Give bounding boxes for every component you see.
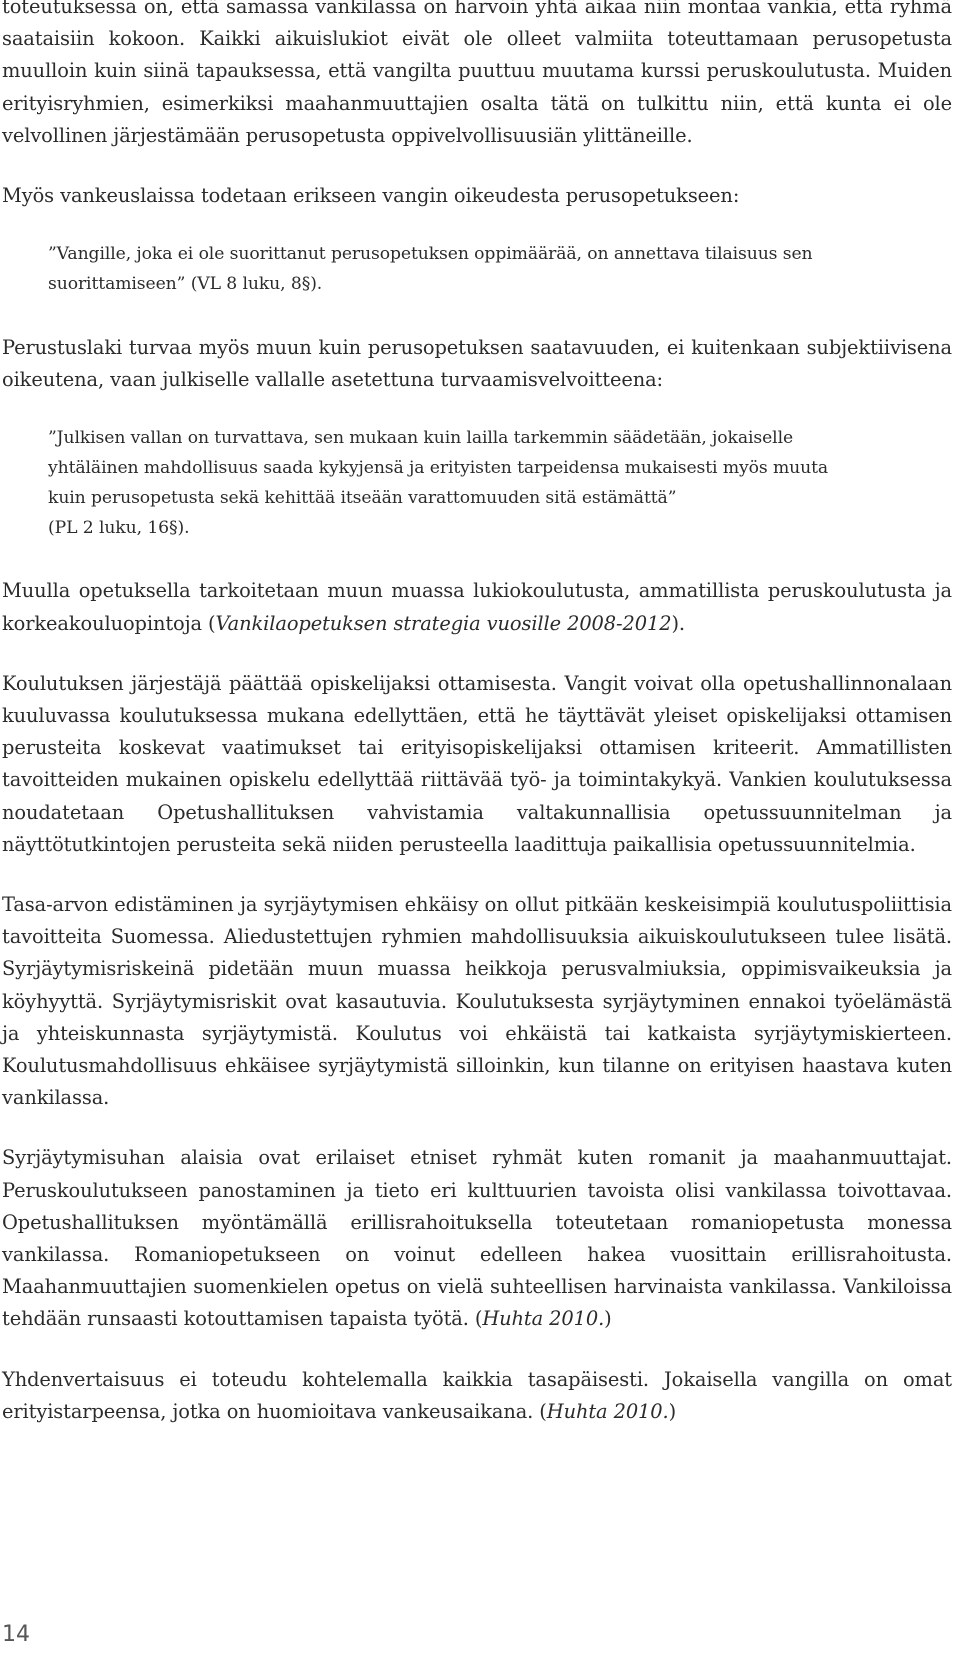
paragraph-ethnic-groups-text: Syrjäytymisuhan alaisia ovat erilaiset etniset ryhmät kuten romanit ja maahanmuuttajat. Peruskoulutukseen panostaminen ja tieto eri kulttuurien tavoista olisi vankilassa toivottavaa. Opetushallituksen myöntämällä erillisrahoituksella toteutetaan romaniopetusta monessa vankilassa. Romaniopetukseen on voinut edelleen hakea vuosittain erillisrahoitusta. Maahanmuuttajien suomenkielen opetus on vielä suhteellisen harvinaista vankilassa. Vankiloissa tehdään runsaasti kotouttamisen tapaista työtä. ( (2, 1146, 952, 1331)
quote-constitution-citation: (PL 2 luku, 16§). (48, 517, 190, 538)
paragraph-individual-needs-end: ) (668, 1399, 677, 1423)
citation-huhta: Huhta 2010. (546, 1399, 669, 1423)
quote-prison-act: ”Vangille, joka ei ole suorittanut perusopetuksen oppimäärää, on annettava tilaisuus sen suorittamiseen” (VL 8 luku, 8§). (48, 244, 813, 295)
page-number: 14 (2, 1622, 30, 1647)
paragraph-student-admission: Koulutuksen järjestäjä päättää opiskelijaksi ottamisesta. Vangit voivat olla opetushallinnonalaan kuuluvassa koulutuksessa mukana edellyttäen, että he täyttävät yleiset opiskelijaksi ottamisen perusteita koskevat vaatimukset tai erityisopiskelijaksi ottamisen kriteerit. Ammatillisten tavoitteiden mukainen opiskelu edellyttää riittävää työ- ja toimintakykyä. Vankien koulutuksessa noudatetaan Opetushallituksen vahvistamia valtakunnallisia opetussuunnitelman ja näyttötutkintojen perusteita sekä niiden perusteella laadittuja paikallisia opetussuunnitelmia. (2, 671, 952, 856)
paragraph-equality: Tasa-arvon edistäminen ja syrjäytymisen ehkäisy on ollut pitkään keskeisimpiä koulutuspoliittisia tavoitteita Suomessa. Aliedustettujen ryhmien mahdollisuuksia aikuiskoulutukseen tulee lisätä. Syrjäytymisriskeinä pidetään muun muassa heikkoja perusvalmiuksia, oppimisvaikeuksia ja köyhyyttä. Syrjäytymisriskit ovat kasautuvia. Koulutuksesta syrjäytyminen ennakoi työelämästä ja yhteiskunnasta syrjäytymistä. Koulutus voi ehkäistä tai katkaista syrjäytymiskierteen. Koulutusmahdollisuus ehkäisee syrjäytymistä silloinkin, kun tilanne on erityisen haastava kuten vankilassa. (2, 893, 952, 1110)
body-text (2, 0, 952, 1456)
strategy-reference: Vankilaopetuksen strategia vuosille 2008-2012 (215, 611, 672, 635)
paragraph-other-education (2, 575, 952, 639)
paragraph-other-education-text: Muulla opetuksella tarkoitetaan muun muassa lukiokoulutusta, ammatillista peruskoulutusta ja korkeakouluopintoja ( (2, 579, 952, 635)
paragraph-other-education-end: ). (671, 611, 685, 635)
quote-constitution-text: ”Julkisen vallan on turvattava, sen mukaan kuin lailla tarkemmin säädetään, jokaiselle yhtäläinen mahdollisuus saada kykyjensä ja erityisten tarpeidensa mukaisesti myös muuta kuin perusopetusta sekä kehittää itseään varattomuuden sitä estämättä” (48, 428, 829, 508)
paragraph-individual-needs (2, 1364, 952, 1428)
paragraph-prison-act-intro: Myös vankeuslaissa todetaan erikseen vangin oikeudesta perusopetukseen: (2, 184, 740, 208)
paragraph-constitution-intro: Perustuslaki turvaa myös muun kuin perusopetuksen saatavuuden, ei kuitenkaan subjektiivisena oikeutena, vaan julkiselle vallalle asetettuna turvaamisvelvoitteena: (2, 335, 952, 392)
paragraph-individual-needs-text: Yhdenvertaisuus ei toteudu kohtelemalla kaikkia tasapäisesti. Jokaisella vangilla on omat erityistarpeensa, jotka on huomioitava vankeusaikana. ( (2, 1367, 952, 1423)
quote-constitution (48, 424, 868, 543)
paragraph-prison-basic-education: toteutuksessa on, että samassa vankilassa on harvoin yhtä aikaa niin montaa vankia, että ryhmä saataisiin kokoon. Kaikki aikuislukiot eivät ole olleet valmiita toteuttamaan perusopetusta muulloin kuin siinä tapauksessa, että vangilta puuttuu muutama kurssi peruskoulutusta. Muiden erityisryhmien, esimerkiksi maahanmuuttajien osalta tätä on tulkittu niin, että kunta ei ole velvollinen järjestämään perusopetusta oppivelvollisuusiän ylittäneille. (2, 0, 952, 147)
paragraph-ethnic-groups (2, 1142, 952, 1335)
paragraph-ethnic-groups-end: ) (604, 1307, 612, 1331)
citation-huhta: Huhta 2010. (482, 1307, 605, 1331)
